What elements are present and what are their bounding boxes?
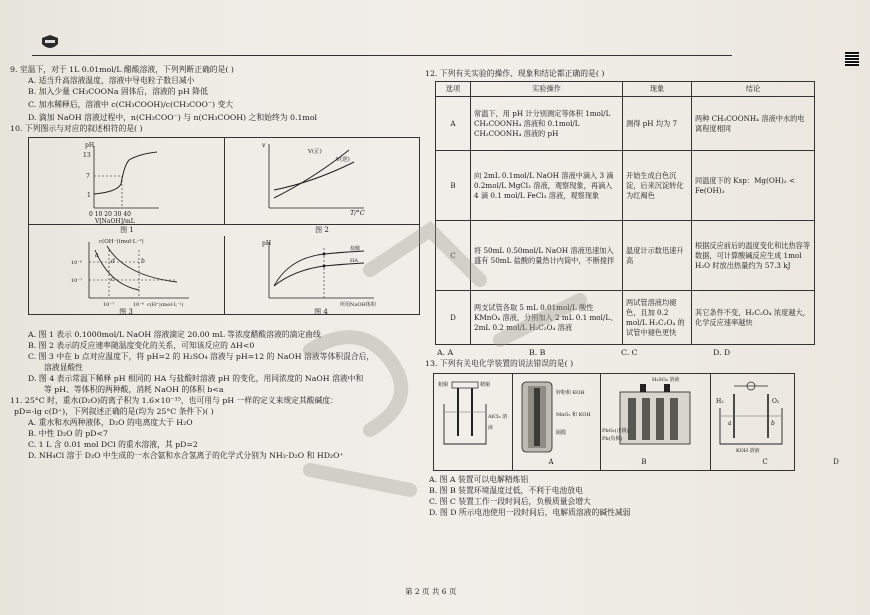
q11-stem-cont: pD=-lg c(D⁺)，下列叙述正确的是(均为 25°C 条件下)( ) xyxy=(14,407,214,416)
figure-caption-row-2 xyxy=(28,308,418,329)
fig3-ytick-2: 10⁻⁷ xyxy=(71,278,83,284)
row-a-option: A xyxy=(436,97,471,151)
row-a-operation: 常温下，用 pH 计分别测定等体积 1mol/L CH₃COONH₄ 溶液和 0.1mol/L CH₃COONH₄ 溶液的 pH xyxy=(471,97,623,151)
header-option: 选项 xyxy=(436,82,471,97)
q11-stem: 11. 25°C 时，重水(D₂O)的离子积为 1.6×10⁻¹⁵，也可用与 pH 一样的定义来规定其酸碱度： xyxy=(10,396,338,405)
device-d-electrode-a: a xyxy=(728,420,732,427)
device-a-label: A xyxy=(548,458,554,466)
q10-option-d-cont: 等 pH、等体积的两种酸，消耗 NaOH 的体积 b<a xyxy=(44,385,224,394)
device-d xyxy=(710,374,839,470)
row-d-phenomenon: 两试管溶液均褪色，且加 0.2 mol/L H₂C₂O₄ 的试管中褪色更快 xyxy=(623,291,692,345)
figure-3-caption: 图 3 xyxy=(119,308,133,316)
device-c-positive: PbO₂(正极) xyxy=(602,428,629,434)
fig1-ytick-7: 7 xyxy=(86,173,90,180)
right-column xyxy=(425,68,839,518)
fig3-xtick-1: 10⁻⁷ xyxy=(103,302,115,308)
figure-1-caption: 图 1 xyxy=(120,226,134,234)
q12-table xyxy=(435,81,815,345)
q10-option-b: B. 图 2 表示的反应速率随温度变化的关系，可知该反应的 ΔH<0 xyxy=(28,341,255,350)
q12-header-row xyxy=(436,82,815,97)
fig3-point-a: a xyxy=(95,252,99,259)
q9-option-d: D. 滴加 NaOH 溶液过程中，n(CH₃COO⁻) 与 n(CH₃COOH) 之和始终为 0.1mol xyxy=(28,113,318,122)
q11-option-c: C. 1 L 含 0.01 mol DCl 的重水溶液，其 pD=2 xyxy=(28,440,198,449)
row-b-phenomenon: 开始生成白色沉淀，后来沉淀转化为红褐色 xyxy=(623,151,692,221)
fig1-ytick-13: 13 xyxy=(83,152,91,159)
figure-4-plot xyxy=(224,236,419,314)
device-c-label: C xyxy=(762,458,768,466)
fig2-curve-forward: V(正) xyxy=(308,149,322,155)
figure-3 xyxy=(29,236,225,314)
device-b-separator: 隔膜 xyxy=(556,430,567,436)
q12-stem: 12. 下列有关实验的操作、现象和结论都正确的是( ) xyxy=(425,69,605,78)
qr-code-icon xyxy=(835,8,859,78)
fig2-curve-reverse: V(逆) xyxy=(336,157,350,163)
row-d-operation: 两支试管各取 5 mL 0.01mol/L 酸性 KMnO₄ 溶液，分别加入 2 mL 0.1 mol/L、2mL 0.2 mol/L H₂C₂O₄ 溶液 xyxy=(471,291,623,345)
fig3-ylabel: c(OH⁻)(mol·L⁻¹) xyxy=(99,239,144,245)
school-crest-icon xyxy=(40,34,60,52)
fig3-ytick-1: 10⁻⁶ xyxy=(71,260,83,266)
device-b-zinc: 锌粉和 KOH xyxy=(556,390,585,396)
table-row xyxy=(436,97,815,151)
fig3-xtick-2: 10⁻⁶ xyxy=(133,302,145,308)
table-row xyxy=(436,151,815,221)
device-c-lead-acid-battery xyxy=(600,374,710,470)
q10-option-c: C. 图 3 中在 b 点对应温度下，将 pH=2 的 H₂SO₄ 溶液与 pH=12 的 NaOH 溶液等体积混合后， xyxy=(28,352,375,361)
table-row xyxy=(436,221,815,291)
header-operation: 实验操作 xyxy=(471,82,623,97)
q13-device-panel xyxy=(433,373,839,471)
q9-option-b: B. 加入少量 CH₃COONa 固体后，溶液的 pH 降低 xyxy=(28,87,208,96)
q10-option-c-cont: 溶液显酸性 xyxy=(44,363,83,372)
q13-option-a: A. 图 A 装置可以电解精炼铝 xyxy=(429,475,529,484)
q12-answer-a: A. A xyxy=(437,348,454,357)
q13-option-d: D. 图 D 所示电池使用一段时间后，电解质溶液的碱性减弱 xyxy=(429,508,631,517)
header-conclusion: 结论 xyxy=(692,82,815,97)
page-footer: 第 2 页 共 6 页 xyxy=(405,587,457,596)
fig3-xlabel: c(H⁺)(mol·L⁻¹) xyxy=(147,302,184,308)
q11-option-a: A. 重水和水两种液体，D₂O 的电离度大于 H₂O xyxy=(28,418,193,427)
row-b-operation: 向 2mL 0.1mol/L NaOH 溶液中滴入 3 滴 0.2mol/L MgCl₂ 溶液，观察现象，再滴入 4 滴 0.1 mol/L FeCl₃ 溶液，观察现象 xyxy=(471,151,623,221)
figure-4 xyxy=(224,236,419,314)
header-phenomenon: 现象 xyxy=(623,82,692,97)
row-d-conclusion: 其它条件不变，H₂C₂O₄ 浓度越大，化学反应速率越快 xyxy=(692,291,815,345)
device-a-crude-copper: 粗铜 xyxy=(438,382,449,388)
row-c-phenomenon: 温度计示数迅速升高 xyxy=(623,221,692,291)
q10-stem: 10. 下列图示与对应的叙述相符的是( ) xyxy=(10,124,143,133)
left-column xyxy=(10,64,415,461)
q11-option-d: D. NH₄Cl 溶于 D₂O 中生成的一水合氨和水合氢离子的化学式分别为 NH₃·D₂O 和 HD₂O⁺ xyxy=(28,451,344,460)
q12-answer-b: B. B xyxy=(529,348,546,357)
row-c-conclusion: 根据反应前后的温度变化和比热容等数据，可计算酸碱反应生成 1mol H₂O 时放出热量约为 57.3 kJ xyxy=(692,221,815,291)
device-c-negative: Pb(负极) xyxy=(602,436,623,442)
device-b-mno2: MnO₂ 和 KOH xyxy=(556,412,591,418)
row-c-operation: 将 50mL 0.50mol/L NaOH 溶液迅速加入盛有 50mL 盐酸的量热计内筒中，不断搅拌 xyxy=(471,221,623,291)
fig4-curve-ha: HA xyxy=(350,258,358,264)
device-c-acid: H₂SO₄ 溶液 xyxy=(652,377,680,383)
header-rule xyxy=(32,55,732,56)
row-d-option: D xyxy=(436,291,471,345)
q11-option-b: B. 中性 D₂O 的 pD<7 xyxy=(28,429,109,438)
row-b-option: B xyxy=(436,151,471,221)
fig1-ylabel: pH xyxy=(85,142,95,149)
row-a-conclusion: 两种 CH₃COONH₄ 溶液中水的电离程度相同 xyxy=(692,97,815,151)
fig1-ytick-1: 1 xyxy=(87,192,91,199)
q10-option-d: D. 图 4 表示常温下稀释 pH 相同的 HA 与盐酸时溶液 pH 的变化，用同浓度的 NaOH 溶液中和 xyxy=(28,374,364,383)
fig2-ylabel: v xyxy=(262,142,266,149)
q13-stem: 13. 下列有关电化学装置的说法错误的是( ) xyxy=(425,359,574,368)
q10-option-a: A. 图 1 表示 0.1000mol/L NaOH 溶液滴定 20.00 mL 等浓度醋酸溶液的滴定曲线 xyxy=(28,330,321,339)
device-d-o2: O₂ xyxy=(772,398,780,405)
row-a-phenomenon: 测得 pH 均为 7 xyxy=(623,97,692,151)
figure-2-caption: 图 2 xyxy=(315,226,329,234)
fig4-ylabel: pH xyxy=(262,240,272,247)
q9-option-a: A. 适当升高溶液温度，溶液中导电粒子数目减小 xyxy=(28,76,195,85)
fig4-xlabel: 所用NaOH体积 xyxy=(340,302,376,308)
q12-answer-d: D. D xyxy=(713,348,731,357)
device-a-pure-copper: 精铜 xyxy=(480,382,491,388)
device-d-label: D xyxy=(833,458,839,466)
fig3-point-c: c xyxy=(111,276,115,283)
device-b-label: B xyxy=(641,458,647,466)
figure-2 xyxy=(224,138,419,225)
q9-stem: 9. 室温下，对于 1L 0.01mol/L 醋酸溶液，下列判断正确的是( ) xyxy=(10,65,234,74)
q12-answer-c: C. C xyxy=(621,348,638,357)
row-c-option: C xyxy=(436,221,471,291)
q10-figure-grid xyxy=(28,137,420,315)
fig1-xticks: 0 10 20 30 40 xyxy=(89,211,131,218)
q13-option-b: B. 图 B 装置环境温度过低，不利于电池放电 xyxy=(429,486,583,495)
row-b-conclusion: 同温度下的 Ksp：Mg(OH)₂ < Fe(OH)₃ xyxy=(692,151,815,221)
fig4-curve-hcl: 盐酸 xyxy=(350,246,361,252)
q13-option-c: C. 图 C 装置工作一段时间后，负极质量会增大 xyxy=(429,497,591,506)
fig3-point-d: d xyxy=(111,258,115,265)
device-a-electrolyte: AlCl₃ 溶液 xyxy=(488,414,508,431)
q9-option-c: C. 加水稀释后，溶液中 c(CH₃COOH)/c(CH₃COO⁻) 变大 xyxy=(28,100,234,109)
device-d-electrolyte: KOH 溶液 xyxy=(736,448,760,454)
table-row xyxy=(436,291,815,345)
device-d-electrode-b: b xyxy=(771,420,775,427)
fig2-xlabel: T/°C xyxy=(350,209,365,217)
device-d-h2: H₂ xyxy=(716,398,724,405)
device-a xyxy=(434,374,554,470)
figure-1 xyxy=(29,138,225,225)
fig3-point-b: b xyxy=(141,258,145,265)
q12-answer-options xyxy=(437,347,825,358)
figure-4-caption: 图 4 xyxy=(314,308,328,316)
fig1-xlabel: V[NaOH]/mL xyxy=(95,218,135,225)
